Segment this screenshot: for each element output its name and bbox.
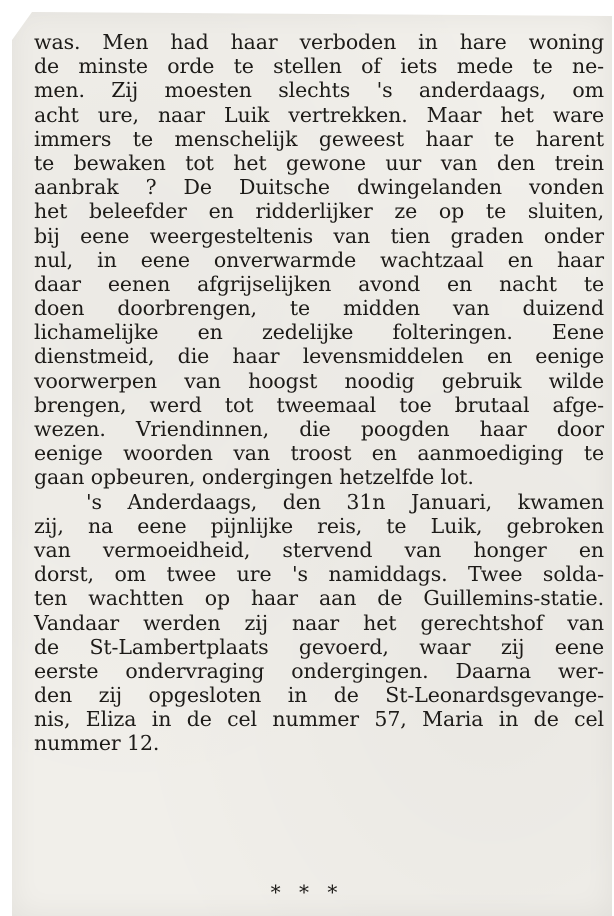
text-line: ten wachtten op haar aan de Guillemins-statie. [34, 586, 604, 611]
text-line: aanbrak ? De Duitsche dwingelanden vonden [34, 175, 604, 200]
text-line: doen doorbrengen, te midden van duizend [34, 296, 604, 321]
section-break: * * * [270, 880, 344, 904]
text-line: 's Anderdaags, den 31n Januari, kwamen [86, 489, 604, 514]
text-line: gaan opbeuren, ondergingen hetzelfde lot. [34, 465, 474, 490]
text-line: immers te menschelijk geweest haar te harent [34, 126, 604, 151]
text-line: dorst, om twee ure 's namiddags. Twee solda- [34, 562, 604, 587]
text-line: zij, na eene pijnlijke reis, te Luik, gebroken [34, 513, 604, 538]
text-line: men. Zij moesten slechts 's anderdaags, om [34, 78, 604, 103]
text-line: dienstmeid, die haar levensmiddelen en eenige [34, 344, 604, 369]
text-line: was. Men had haar verboden in hare woning [34, 30, 604, 54]
text-line: te bewaken tot het gewone uur van den trein [34, 150, 604, 175]
text-line: de minste orde te stellen of iets mede te ne- [34, 54, 604, 79]
text-line: nul, in eene onverwarmde wachtzaal en haar [34, 247, 604, 272]
text-line: eerste ondervraging ondergingen. Daarna wer- [34, 658, 604, 683]
text-line: nis, Eliza in de cel nummer 57, Maria in de cel [34, 707, 604, 732]
text-line: voorwerpen van hoogst noodig gebruik wilde [34, 368, 604, 393]
text-line: acht ure, naar Luik vertrekken. Maar het ware [34, 102, 604, 127]
text-line: bij eene weergesteltenis van tien graden onder [34, 223, 604, 248]
body-text [34, 30, 604, 756]
text-line: daar eenen afgrijselijken avond en nacht te [34, 271, 604, 296]
text-line: het beleefder en ridderlijker ze op te sluiten, [34, 199, 604, 224]
text-line: den zij opgesloten in de St-Leonardsgevange- [34, 683, 604, 708]
text-line: nummer 12. [34, 731, 160, 756]
text-line: Vandaar werden zij naar het gerechtshof van [34, 610, 604, 635]
text-line: lichamelijke en zedelijke folteringen. Eene [34, 320, 604, 345]
text-line: wezen. Vriendinnen, die poogden haar door [34, 417, 604, 441]
text-line: van vermoeidheid, stervend van honger en [34, 537, 604, 562]
text-line: de St-Lambertplaats gevoerd, waar zij eene [34, 634, 604, 659]
text-line: brengen, werd tot tweemaal toe brutaal afge- [34, 392, 604, 417]
text-line: eenige woorden van troost en aanmoediging te [34, 441, 604, 466]
